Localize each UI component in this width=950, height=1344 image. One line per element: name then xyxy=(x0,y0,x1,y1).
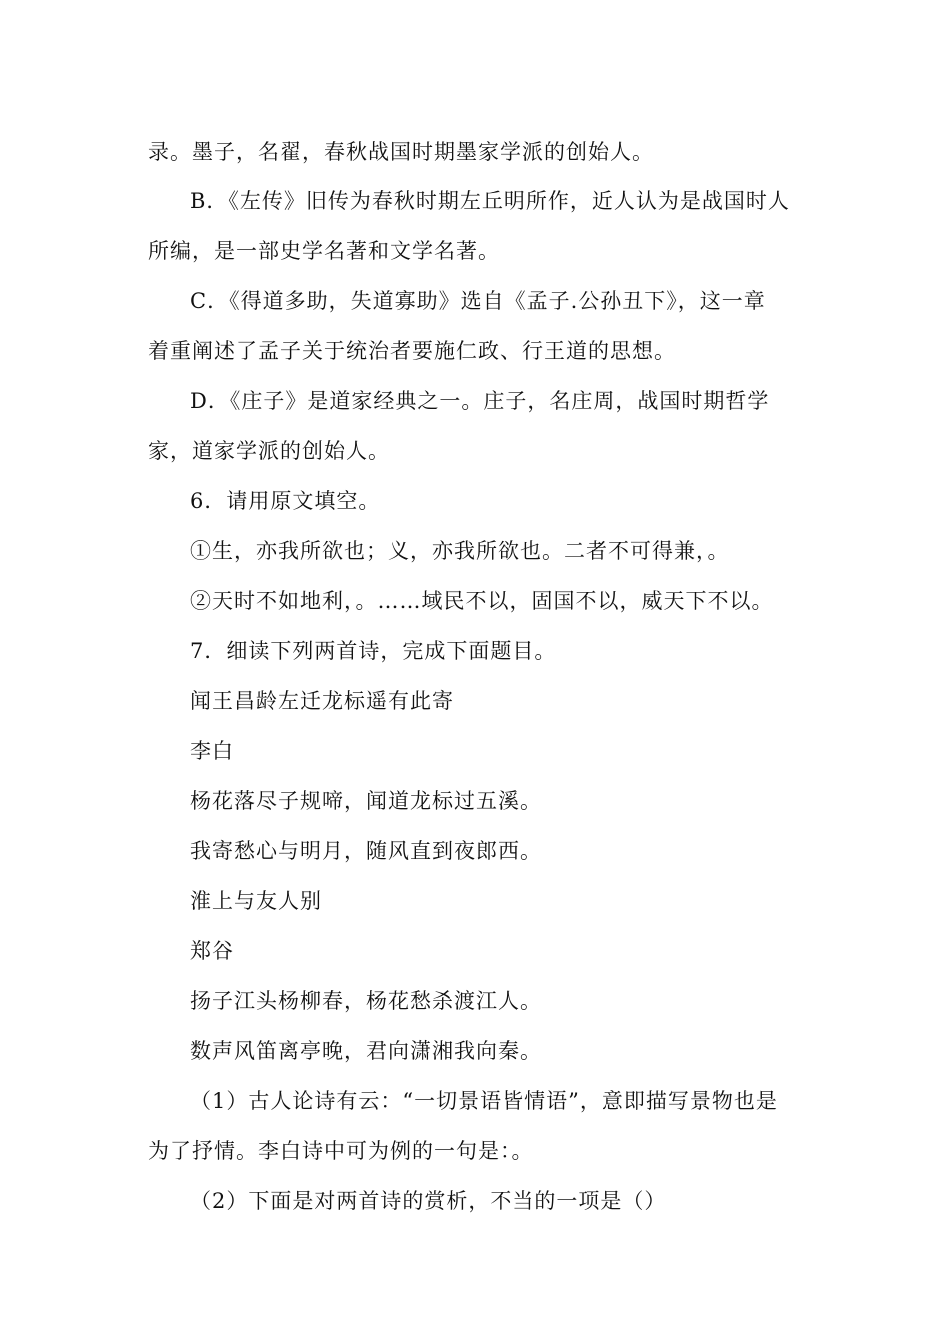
text-line: D．《庄子》是道家经典之一。庄子，名庄周，战国时期哲学 xyxy=(190,389,770,413)
poem-author: 李白 xyxy=(190,739,234,763)
text-line: 着重阐述了孟子关于统治者要施仁政、行王道的思想。 xyxy=(148,339,676,363)
poem-line: 扬子江头杨柳春，杨花愁杀渡江人。 xyxy=(190,989,542,1013)
text-line: 录。墨子，名翟，春秋战国时期墨家学派的创始人。 xyxy=(148,140,654,164)
poem-line: 数声风笛离亭晚，君向潇湘我向秦。 xyxy=(190,1039,542,1063)
text-line: C．《得道多助，失道寡助》选自《孟子.公孙丑下》，这一章 xyxy=(190,289,766,313)
question-heading: 7．细读下列两首诗，完成下面题目。 xyxy=(190,639,557,663)
poem-line: 杨花落尽子规啼，闻道龙标过五溪。 xyxy=(190,789,542,813)
question-heading: 6．请用原文填空。 xyxy=(190,489,381,513)
poem-title: 淮上与友人别 xyxy=(190,889,322,913)
text-line: 所编，是一部史学名著和文学名著。 xyxy=(148,239,500,263)
poem-author: 郑谷 xyxy=(190,939,234,963)
text-line: ①生，亦我所欲也；义，亦我所欲也。二者不可得兼，。 xyxy=(190,539,730,563)
poem-line: 我寄愁心与明月，随风直到夜郎西。 xyxy=(190,839,542,863)
poem-title: 闻王昌龄左迁龙标遥有此寄 xyxy=(190,689,454,713)
text-line: B．《左传》旧传为春秋时期左丘明所作，近人认为是战国时人 xyxy=(190,189,790,213)
text-line: ②天时不如地利，。……域民不以，固国不以，威天下不以。 xyxy=(190,589,774,613)
text-line: （1）古人论诗有云：“一切景语皆情语”，意即描写景物也是 xyxy=(190,1089,778,1113)
text-line: 为了抒情。李白诗中可为例的一句是：。 xyxy=(148,1139,534,1163)
text-line: （2）下面是对两首诗的赏析，不当的一项是（） xyxy=(190,1189,667,1213)
text-line: 家，道家学派的创始人。 xyxy=(148,439,390,463)
